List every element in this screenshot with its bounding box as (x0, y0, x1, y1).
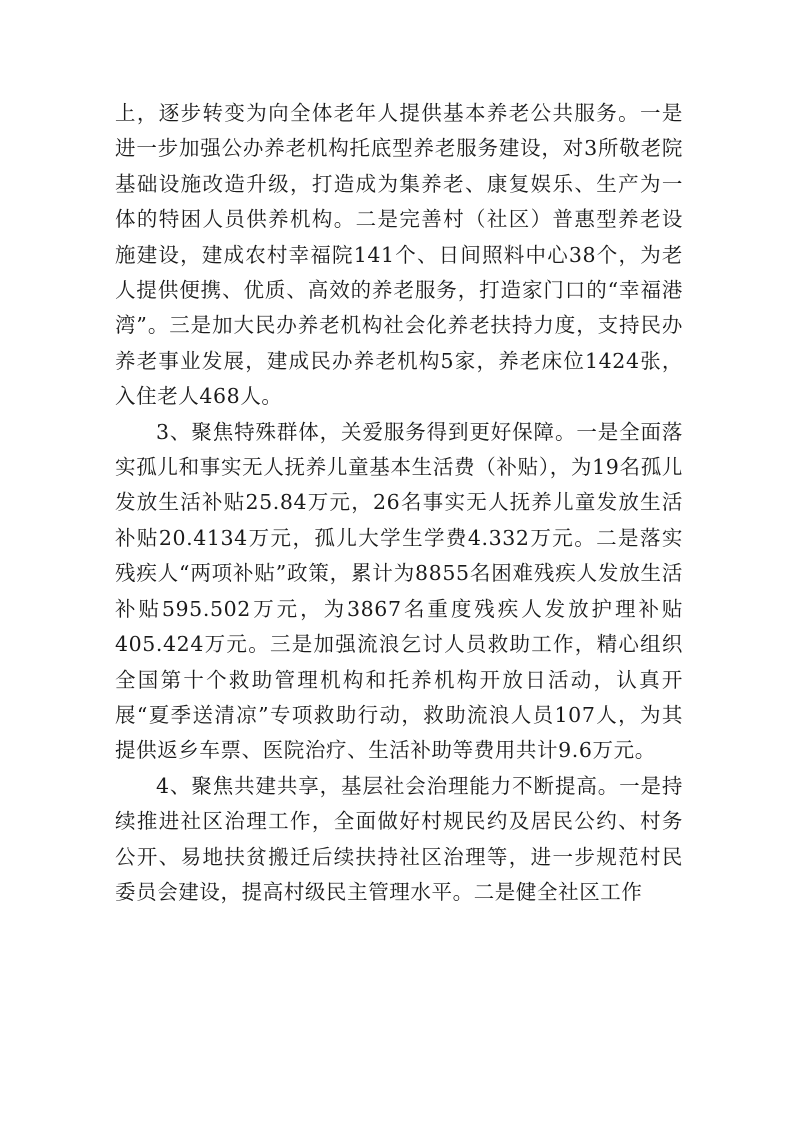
document-body (115, 96, 683, 910)
paragraph-elderly-services: 上，逐步转变为向全体老年人提供基本养老公共服务。一是进一步加强公办养老机构托底型养老服务建设，对3所敬老院基础设施改造升级，打造成为集养老、康复娱乐、生产为一体的特困人员供养机构。二是完善村（社区）普惠型养老设施建设，建成农村幸福院141个、日间照料中心38个，为老人提供便携、优质、高效的养老服务，打造家门口的“幸福港湾”。三是加大民办养老机构社会化养老扶持力度，支持民办养老事业发展，建成民办养老机构5家，养老床位1424张，入住老人468人。 (115, 101, 683, 409)
paragraph-special-groups: 3、聚焦特殊群体，关爱服务得到更好保障。一是全面落实孤儿和事实无人抚养儿童基本生活费（补贴），为19名孤儿发放生活补贴25.84万元，26名事实无人抚养儿童发放生活补贴20.4134万元，孤儿大学生学费4.332万元。二是落实残疾人“两项补贴”政策，累计为8855名困难残疾人发放生活补贴595.502万元，为3867名重度残疾人发放护理补贴405.424万元。三是加强流浪乞讨人员救助工作，精心组织全国第十个救助管理机构和托养机构开放日活动，认真开展“夏季送清凉”专项救助行动，救助流浪人员107人，为其提供返乡车票、医院治疗、生活补助等费用共计9.6万元。 (115, 419, 683, 763)
paragraph-community-governance: 4、聚焦共建共享，基层社会治理能力不断提高。一是持续推进社区治理工作，全面做好村规民约及居民公约、村务公开、易地扶贫搬迁后续扶持社区治理等，进一步规范村民委员会建设，提高村级民主管理水平。二是健全社区工作 (115, 773, 683, 904)
